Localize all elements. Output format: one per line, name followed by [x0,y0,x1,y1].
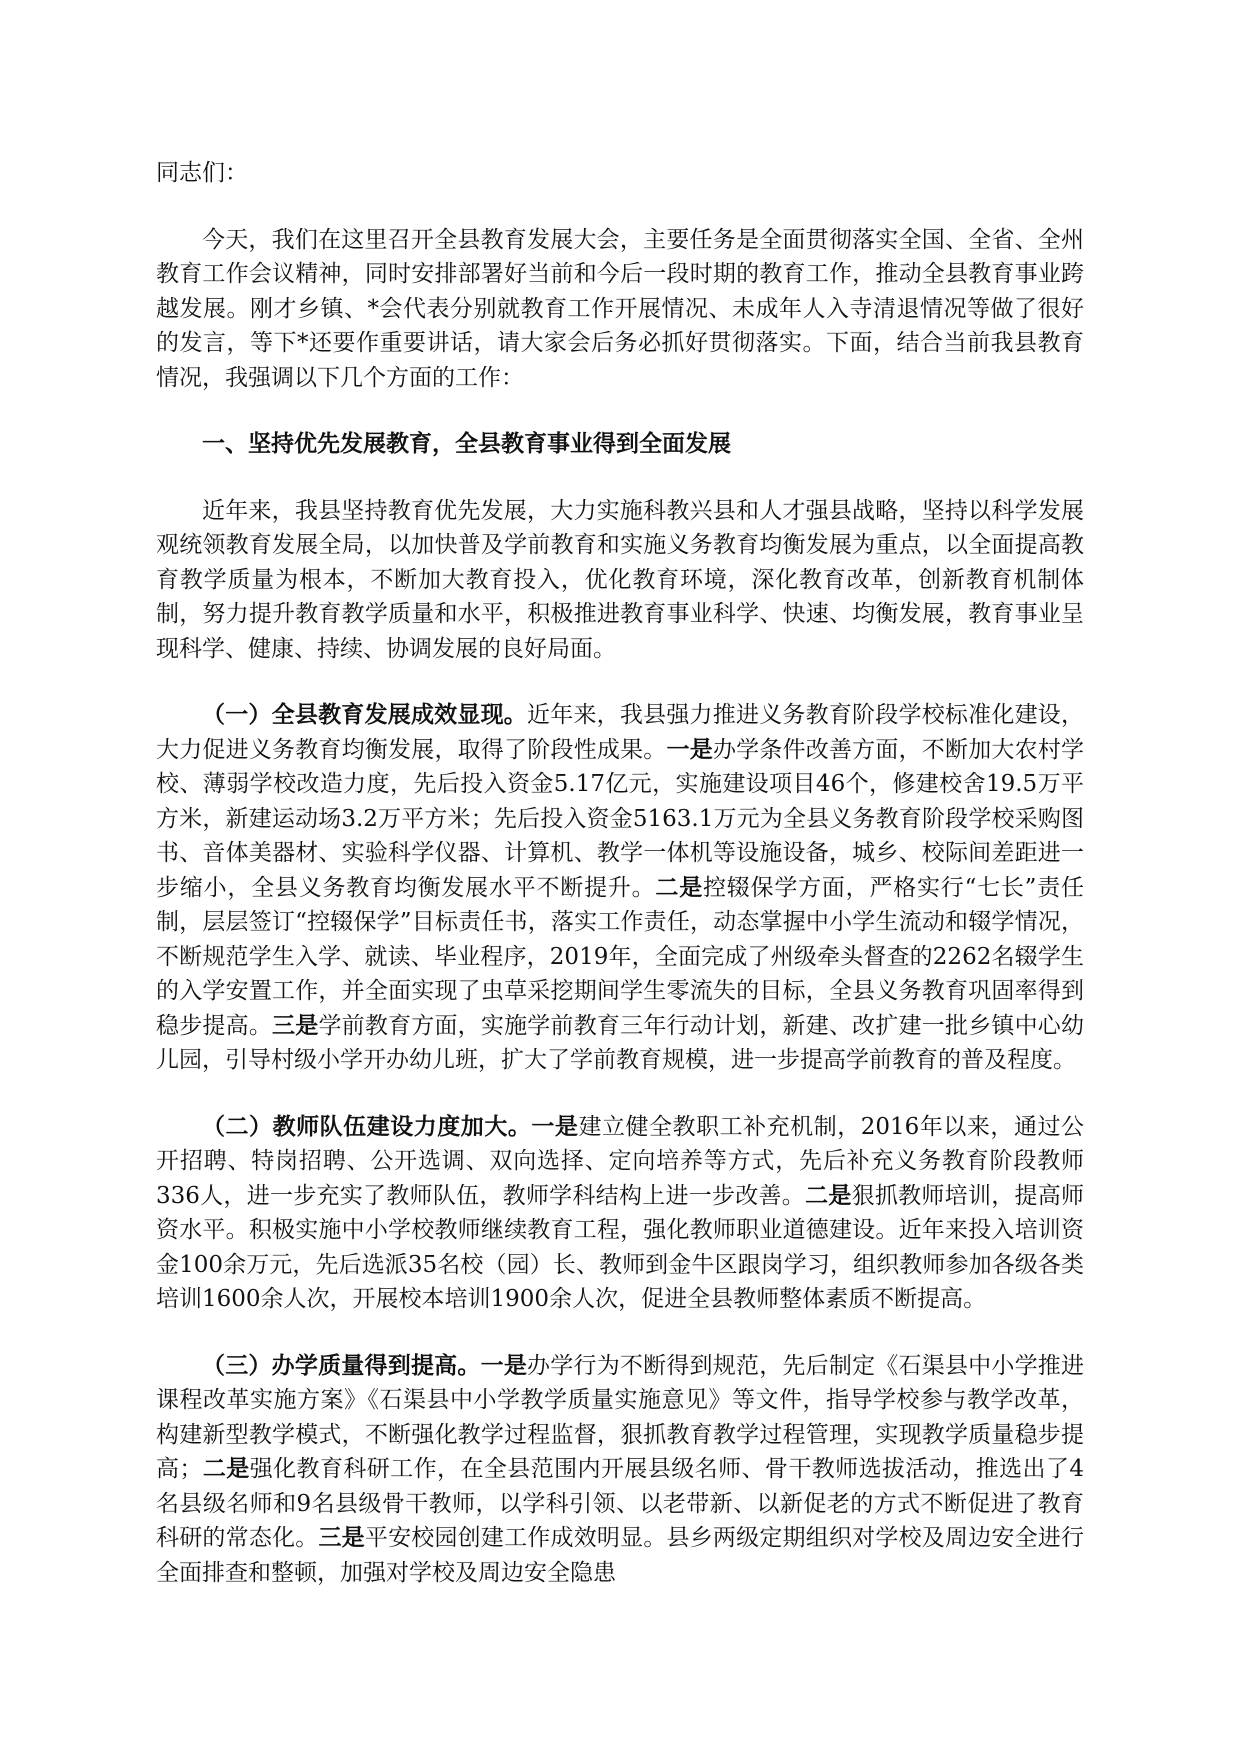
subsection-3-text-3: 平安校园创建工作成效明显。县乡两级定期组织对学校及周边安全进行全面排查和整顿，加强对学校及周边安全隐患 [156,1525,1085,1586]
section-heading-1: 一、坚持优先发展教育，全县教育事业得到全面发展 [202,430,731,457]
subsection-3-title: （三）办学质量得到提高。 [202,1351,481,1379]
keyword-second: 二是 [805,1181,852,1209]
keyword-first: 一是 [531,1112,579,1140]
subsection-1-text-3: 控辍保学方面，严格实行“七长”责任制，层层签订“控辍保学”目标责任书，落实工作责任，动态掌握中小学生流动和辍学情况，不断规范学生入学、就读、毕业程序，2019年，全面完成了州级牵头督查的2262名辍学生的入学安置工作，并全面实现了虫草采挖期间学生零流失的目标，全县义务教育巩固率得到稳步提高。 [156,874,1084,1039]
subsection-3-text-2: 强化教育科研工作，在全县范围内开展县级名师、骨干教师选拔活动，推选出了4名县级名师和9名县级骨干教师，以学科引领、以老带新、以新促老的方式不断促进了教育科研的常态化。 [156,1456,1085,1551]
keyword-first: 一是 [666,735,713,763]
subsection-3-paragraph [156,1349,1084,1591]
salutation: 同志们： [156,160,248,186]
subsection-2-text-2: 狠抓教师培训，提高师资水平。积极实施中小学校教师继续教育工程，强化教师职业道德建设。近年来投入培训资金100余万元，先后选派35名校（园）长、教师到金牛区跟岗学习，组织教师参加各级各类培训1600余人次，开展校本培训1900余人次，促进全县教师整体素质不断提高。 [156,1182,1084,1312]
keyword-second: 二是 [655,873,703,901]
subsection-3-text-1: 办学行为不断得到规范，先后制定《石渠县中小学推进课程改革实施方案》《石渠县中小学教学质量实施意见》等文件，指导学校参与教学改革，构建新型教学模式，不断强化教学过程监督，狠抓教育教学过程管理，实现教学质量稳步提高； [156,1352,1085,1482]
keyword-third: 三是 [318,1524,365,1551]
subsection-2-text-1: 建立健全教职工补充机制，2016年以来，通过公开招聘、特岗招聘、公开选调、双向选择、定向培养等方式，先后补充义务教育阶段教师336人，进一步充实了教师队伍，教师学科结构上进一步改善。 [156,1113,1085,1209]
subsection-2-title: （二）教师队伍建设力度加大。 [202,1112,532,1140]
keyword-third: 三是 [272,1011,319,1039]
subsection-1-text-1: 近年来，我县强力推进义务教育阶段学校标准化建设，大力促进义务教育均衡发展，取得了阶段性成果。 [156,702,1085,763]
subsection-2-paragraph [156,1110,1084,1317]
keyword-second: 二是 [202,1455,250,1482]
subsection-1-text-4: 学前教育方面，实施学前教育三年行动计划，新建、改扩建一批乡镇中心幼儿园，引导村级小学开办幼儿班，扩大了学前教育规模，进一步提高学前教育的普及程度。 [156,1012,1085,1073]
subsection-1-text-2: 办学条件改善方面，不断加大农村学校、薄弱学校改造力度，先后投入资金5.17亿元，实施建设项目46个，修建校舍19.5万平方米，新建运动场3.2万平方米；先后投入资金5163.1万元为全县义务教育阶段学校采购图书、音体美器材、实验科学仪器、计算机、教学一体机等设施设备，城乡、校际间差距进一步缩小，全县义务教育均衡发展水平不断提升。 [156,736,1085,901]
subsection-1-title: （一）全县教育发展成效显现。 [202,701,528,728]
subsection-1-paragraph [156,698,1084,1078]
intro-paragraph: 今天，我们在这里召开全县教育发展大会，主要任务是全面贯彻落实全国、全省、全州教育工作会议精神，同时安排部署好当前和今后一段时期的教育工作，推动全县教育事业跨越发展。刚才乡镇、*会代表分别就教育工作开展情况、未成年人入寺清退情况等做了很好的发言，等下*还要作重要讲话，请大家会后务必抓好贯彻落实。下面，结合当前我县教育情况，我强调以下几个方面的工作： [156,226,1084,391]
keyword-first: 一是 [480,1351,528,1379]
section-1-intro-paragraph: 近年来，我县坚持教育优先发展，大力实施科教兴县和人才强县战略，坚持以科学发展观统领教育发展全局，以加快普及学前教育和实施义务教育均衡发展为重点，以全面提高教育教学质量为根本，不断加大教育投入，优化教育环境，深化教育改革，创新教育机制体制，努力提升教育教学质量和水平，积极推进教育事业科学、快速、均衡发展，教育事业呈现科学、健康、持续、协调发展的良好局面。 [156,497,1084,662]
